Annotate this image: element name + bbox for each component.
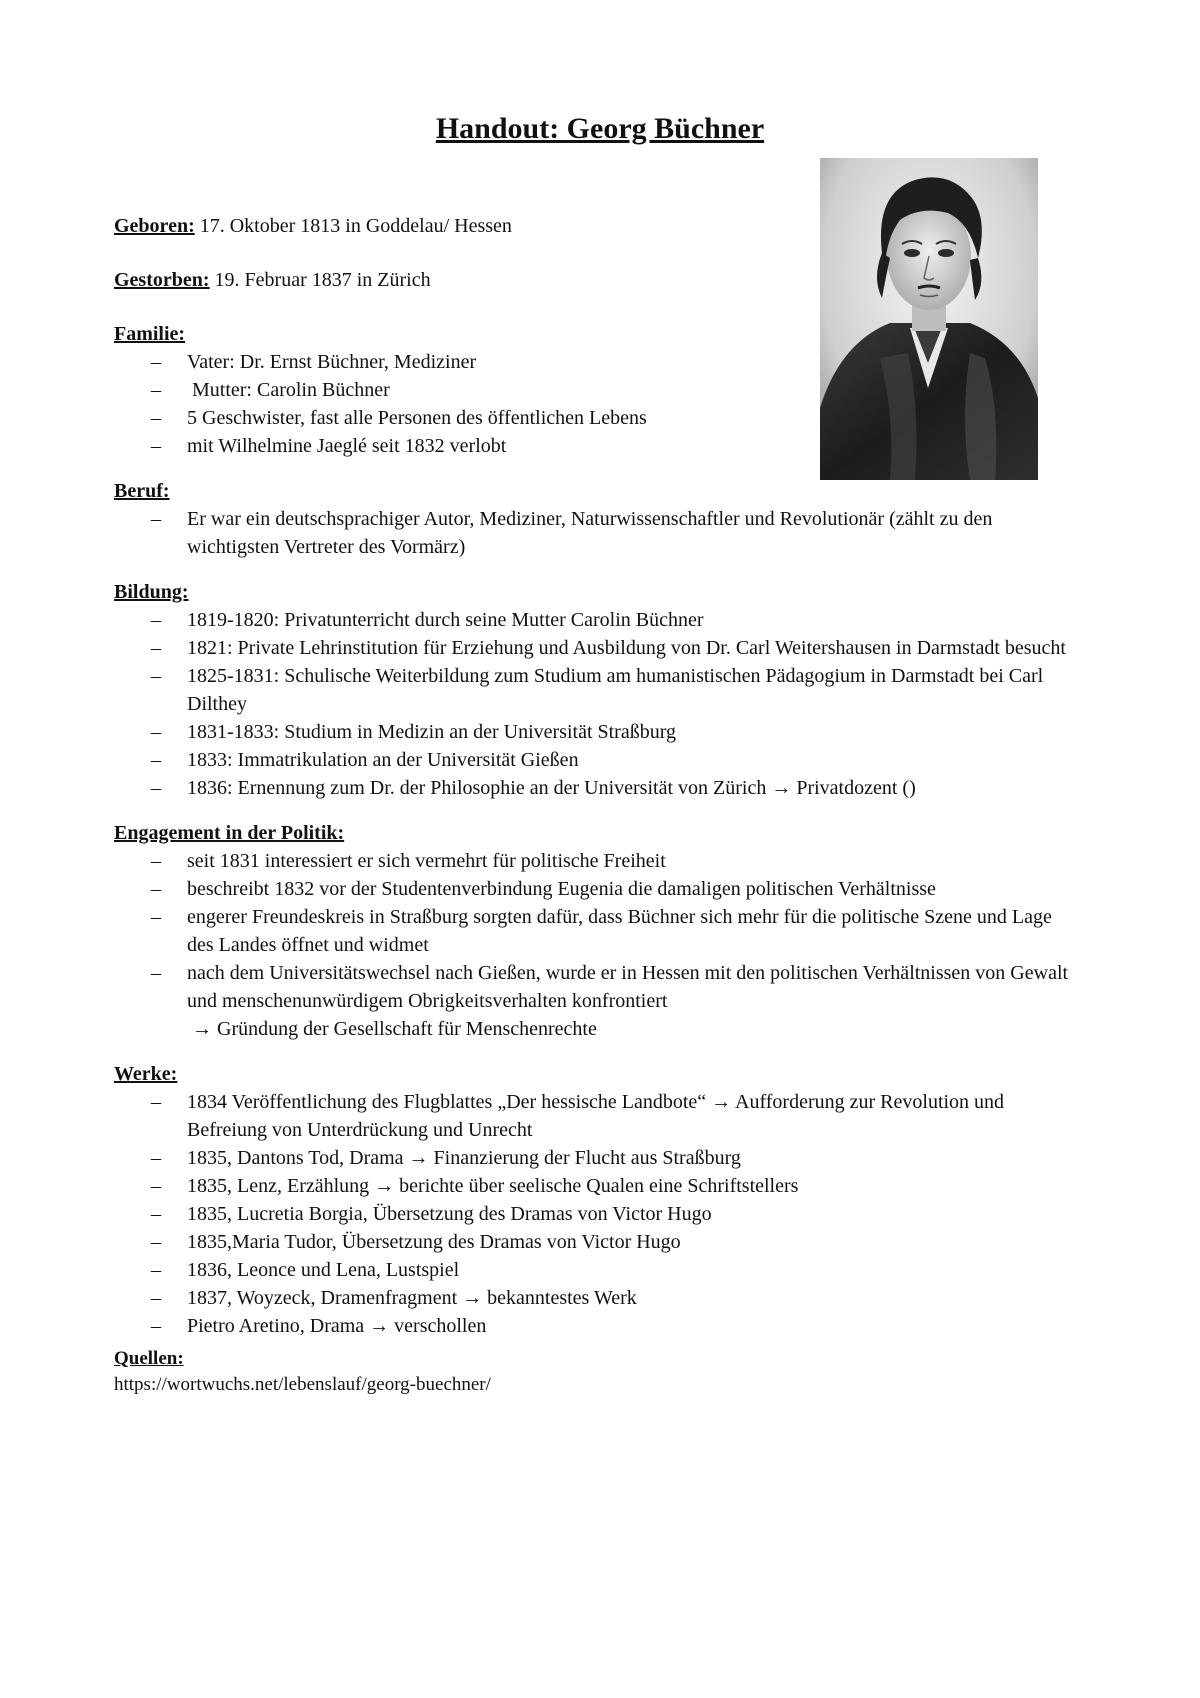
bildung-heading: Bildung: <box>114 581 189 603</box>
list-item: – 5 Geschwister, fast alle Personen des öffentlichen Lebens <box>114 404 1074 432</box>
bildung-section <box>114 578 1074 802</box>
source-url: https://wortwuchs.net/lebenslauf/georg-buechner/ <box>114 1374 491 1395</box>
list-item: – 1836: Ernennung zum Dr. der Philosophie an der Universität von Zürich → Privatdozent () <box>114 774 1074 802</box>
list-item <box>114 959 1074 1043</box>
quellen-section <box>114 1346 1074 1398</box>
politik-list <box>114 847 1074 1043</box>
list-item: – 1835, Lucretia Borgia, Übersetzung des Dramas von Victor Hugo <box>114 1200 1074 1228</box>
list-item: – engerer Freundeskreis in Straßburg sorgten dafür, dass Büchner sich mehr für die politische Szene und Lage des Landes öffnet und widmet <box>114 903 1074 959</box>
beruf-heading: Beruf: <box>114 480 170 502</box>
handout-content <box>114 212 1074 1398</box>
quellen-heading: Quellen: <box>114 1348 184 1369</box>
politik-item-text: nach dem Universitätswechsel nach Gießen, wurde er in Hessen mit den politischen Verhältnissen von Gewalt und menschenunwürdigem Obrigkeitsverhalten konfrontiert <box>187 962 1069 1012</box>
list-item: – 1833: Immatrikulation an der Universität Gießen <box>114 746 1074 774</box>
list-item: – Vater: Dr. Ernst Büchner, Mediziner <box>114 348 1074 376</box>
born-label: Geboren: <box>114 215 195 237</box>
bildung-list <box>114 606 1074 802</box>
died-value: 19. Februar 1837 in Zürich <box>209 269 431 291</box>
list-item: – Er war ein deutschsprachiger Autor, Mediziner, Naturwissenschaftler und Revolutionär (zählt zu den wichtigsten Vertreter des Vormärz) <box>114 505 1074 561</box>
died-label: Gestorben: <box>114 269 210 291</box>
list-item: – 1825-1831: Schulische Weiterbildung zum Studium am humanistischen Pädagogium in Darmstadt bei Carl Dilthey <box>114 662 1074 718</box>
list-item: – 1821: Private Lehrinstitution für Erziehung und Ausbildung von Dr. Carl Weitershausen in Darmstadt besucht <box>114 634 1074 662</box>
politik-section <box>114 819 1074 1043</box>
page-title: Handout: Georg Büchner <box>435 112 765 145</box>
beruf-section <box>114 477 1074 561</box>
familie-list <box>114 348 1074 460</box>
politik-heading: Engagement in der Politik: <box>114 822 345 844</box>
list-item: – beschreibt 1832 vor der Studentenverbindung Eugenia die damaligen politischen Verhältnisse <box>114 875 1074 903</box>
list-item: – seit 1831 interessiert er sich vermehrt für politische Freiheit <box>114 847 1074 875</box>
werke-heading: Werke: <box>114 1063 178 1085</box>
list-item: – 1834 Veröffentlichung des Flugblattes „Der hessische Landbote“ → Aufforderung zur Revolution und Befreiung von Unterdrückung und Unrecht <box>114 1088 1074 1144</box>
list-item: – Pietro Aretino, Drama → verschollen <box>114 1312 1074 1340</box>
list-item: – 1835,Maria Tudor, Übersetzung des Dramas von Victor Hugo <box>114 1228 1074 1256</box>
list-item: – 1831-1833: Studium in Medizin an der Universität Straßburg <box>114 718 1074 746</box>
werke-list <box>114 1088 1074 1340</box>
list-item: – mit Wilhelmine Jaeglé seit 1832 verlobt <box>114 432 1074 460</box>
werke-section <box>114 1060 1074 1340</box>
beruf-list <box>114 505 1074 561</box>
familie-heading: Familie: <box>114 323 186 345</box>
list-item: – 1835, Lenz, Erzählung → berichte über seelische Qualen eine Schriftstellers <box>114 1172 1074 1200</box>
familie-section <box>114 320 1074 460</box>
born-row <box>114 212 1074 240</box>
list-item: – 1837, Woyzeck, Dramenfragment → bekanntestes Werk <box>114 1284 1074 1312</box>
list-item: – 1836, Leonce und Lena, Lustspiel <box>114 1256 1074 1284</box>
list-item: – 1819-1820: Privatunterricht durch seine Mutter Carolin Büchner <box>114 606 1074 634</box>
list-item: – 1835, Dantons Tod, Drama → Finanzierung der Flucht aus Straßburg <box>114 1144 1074 1172</box>
politik-arrow-line: → Gründung der Gesellschaft für Menschenrechte <box>192 1018 597 1040</box>
died-row <box>114 266 1074 294</box>
born-value: 17. Oktober 1813 in Goddelau/ Hessen <box>194 215 512 237</box>
list-item: – Mutter: Carolin Büchner <box>114 376 1074 404</box>
